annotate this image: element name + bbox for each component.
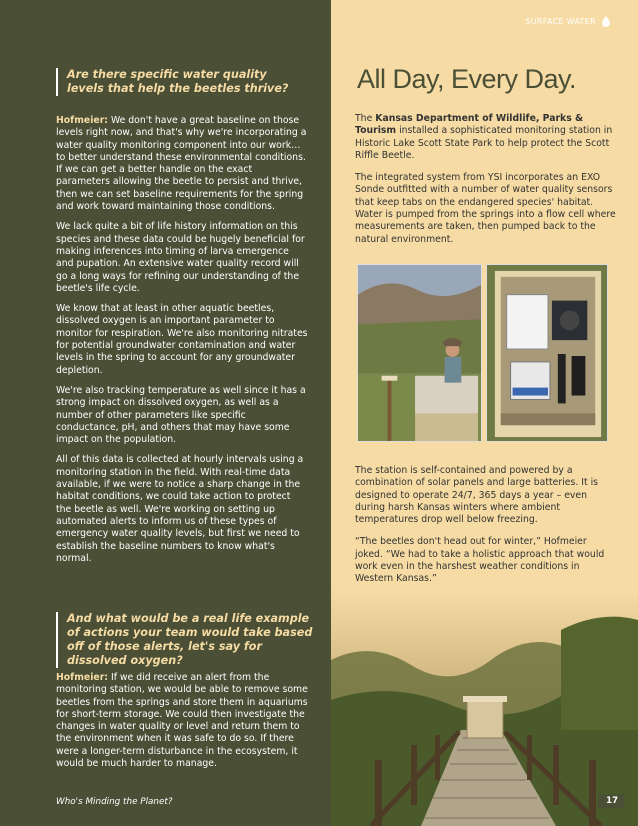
intro-the: The xyxy=(355,113,376,124)
answer-1 xyxy=(56,115,308,573)
answer-2 xyxy=(56,672,308,778)
speaker-label: Hofmeier: xyxy=(56,672,108,683)
answer-paragraph: We're also tracking temperature as well since it has a strong impact on dissolved oxygen, as well as a number of other parameters like specific conductance, pH, and others that may have some impact on the population. xyxy=(56,384,306,446)
question-2 xyxy=(56,612,316,668)
photo-technician xyxy=(357,264,482,442)
question-1-text: Are there specific water quality levels that help the beetles thrive? xyxy=(67,68,289,95)
answer-paragraph xyxy=(56,115,308,213)
right-heading: All Day, Every Day. xyxy=(357,64,577,94)
question-1 xyxy=(56,68,296,96)
page-number: 17 xyxy=(598,794,624,808)
right-paragraph: The integrated system from YSI incorporates an EXO Sonde outfitted with a number of water quality sensors that keep tabs on the endangered species' habitat. Water is pumped from the springs into a flow cell where measurements are taken, then pumped back to the natural environment. xyxy=(355,172,616,245)
answer-paragraph: We know that at least in other aquatic beetles, dissolved oxygen is an important parameter to monitor for respiration. We're also monitoring nitrates for potential groundwater contamination and water levels in the spring to account for any groundwater depletion. xyxy=(56,303,308,376)
organization-name: Kansas Department of Wildlife, Parks & Tourism xyxy=(355,113,584,137)
right-lower-text xyxy=(355,465,617,594)
boardwalk-illustration xyxy=(331,590,638,826)
speaker-label: Hofmeier: xyxy=(56,115,108,126)
answer-paragraph: We lack quite a bit of life history information on this species and these data could be hugely beneficial for making inferences into timing of larva emergence and pupation. An extensive water quality record will go a long ways for refining our understanding of the beetle's life cycle. xyxy=(56,221,305,294)
question-2-text: And what would be a real life example of actions your team would take based off of those alerts, let's say for dissolved oxygen? xyxy=(67,612,313,667)
answer-paragraph: All of this data is collected at hourly intervals using a monitoring station in the field. With real-time data available, if we were to notice a sharp change in the habitat conditions, we could take action to protect the beetle as well. We're working on setting up automated alerts to inform us of these types of emergency water quality levels, but first we need to establish the baseline numbers to know what's normal. xyxy=(56,454,304,564)
section-tag xyxy=(525,16,610,27)
right-paragraph xyxy=(355,113,617,162)
station-interior-illustration xyxy=(487,265,607,441)
right-paragraph: “The beetles don't head out for winter,” Hofmeier joked. “We had to take a holistic approach that would work even in the harshest weather conditions in Western Kansas.” xyxy=(355,536,605,585)
right-paragraph: The station is self-contained and powered by a combination of solar panels and large batteries. It is designed to operate 24/7, 365 days a year – even during harsh Kansas winters where ambient temperatures drop well below freezing. xyxy=(355,465,599,526)
publication-title: Who's Minding the Planet? xyxy=(56,797,173,807)
section-tag-label: SURFACE WATER xyxy=(525,17,596,26)
answer-paragraph xyxy=(56,672,308,770)
intro-rest: installed a sophisticated monitoring station in Historic Lake Scott State Park to help protect the Scott Riffle Beetle. xyxy=(355,125,613,161)
answer-paragraph-text: We don't have a great baseline on those levels right now, and that's why we're incorporating a water quality monitoring component into our work…to better understand these environmental conditions. If we can get a better handle on the exact parameters allowing the beetle to persist and thrive, then we can set baseline requirements for the spring and work toward maintaining those conditions. xyxy=(56,115,307,213)
boardwalk-photo xyxy=(331,590,638,826)
answer-paragraph-text: If we did receive an alert from the monitoring station, we would be able to remove some beetles from the springs and store them in aquariums for short-term storage. We could then investigate the changes in water quality or level and return them to the environment when it was safe to do so. If there were a longer-term disturbance in the ecosystem, it would be much harder to manage. xyxy=(56,672,308,770)
technician-illustration xyxy=(358,265,481,441)
photo-station-interior xyxy=(486,264,608,442)
water-drop-icon xyxy=(602,16,610,27)
right-intro xyxy=(355,113,617,254)
